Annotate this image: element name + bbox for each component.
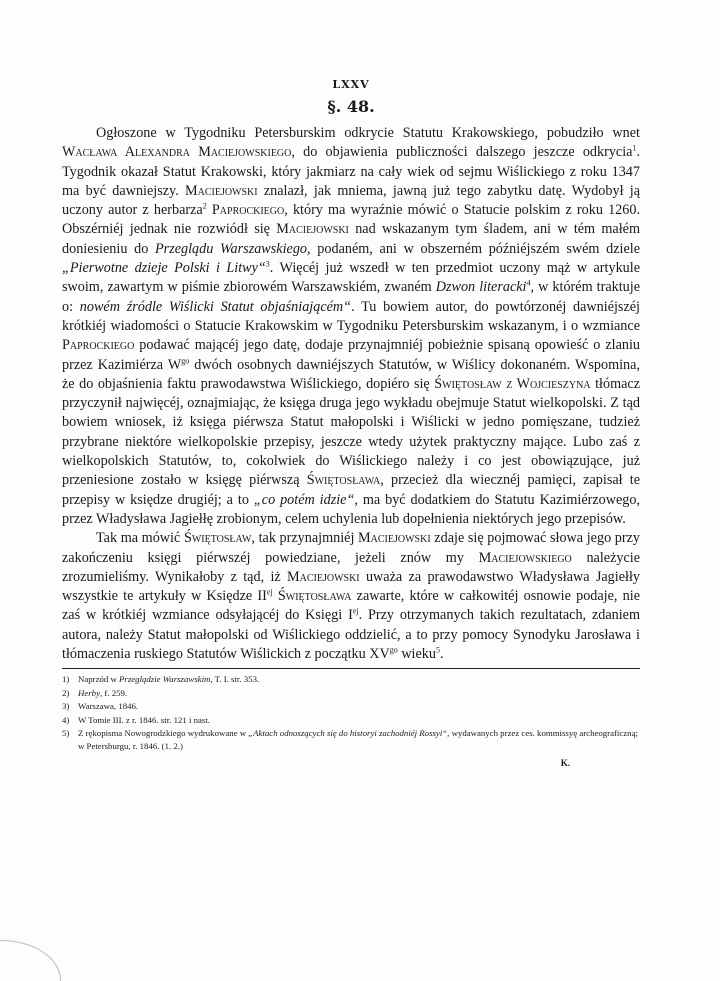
text-run: tłómacz przyczynił najwięcéj, oznajmiając, że księga druga jego wykładu obejmuje Statut wielkopolski. Z tąd bowiem wniosek, iż księga piérwsza Statut małopolski i Wiślicki w jedno pomięszane, tudzież przybrane niektóre wielkopolskie przepisy, jeszcze wtedy użytek praktyczny mające. Lubo zaś z wielkopolskich Statutów, to, cokolwiek do Wiślickiego należy i co jest obowiązujące, już przeniesione zostało w księgę piérwszą <box>62 375 640 489</box>
italic-title: „co potém idzie“ <box>253 491 355 508</box>
name-smallcaps: Wacława Alexandra Maciejowskiego <box>62 144 292 161</box>
document-page <box>62 78 640 768</box>
footnote-text <box>78 673 640 686</box>
footnote-divider <box>62 668 640 669</box>
name-smallcaps: Paprockiego <box>211 202 285 219</box>
text-run: , tak przynajmniéj <box>251 530 359 547</box>
name-smallcaps: Maciejowski <box>185 182 258 199</box>
footnote-number: 1) <box>62 674 70 685</box>
italic-title: „Aktach odnoszących się do historyi zachodniéj Rossyi“ <box>248 727 448 738</box>
footnote-text <box>78 727 640 754</box>
footnote-ref: go <box>181 355 190 365</box>
italic-title: Herby <box>78 687 100 698</box>
text-run: podawać mającéj jego datę, dodaje przynajmniéj pobieżnie spisaną opowieść o zlaniu przez Kazimiérza W <box>62 337 640 373</box>
name-smallcaps: Świętosław <box>183 530 252 547</box>
text-run: . <box>440 646 444 663</box>
footnote-text <box>78 700 640 713</box>
text-run: zdaje się pojmować słowa jego przy zakończeniu księgi piérwszéj powiedziane, jeżeli znów my <box>62 530 641 566</box>
footnote-ref: 4 <box>526 278 531 288</box>
footnote-ref: 2 <box>202 201 207 211</box>
name-smallcaps: Świętosław z Wojcieszyna <box>434 375 591 392</box>
text-run: . Tu bowiem autor, do powtórzonéj dawniéjszéj krótkiéj wiadomości o Statucie Krakowskim w Tygodniku Petersburskim wskazanym, i o wzmiance <box>62 298 640 334</box>
footnote-number: 2) <box>62 687 70 698</box>
text-run: nad wskazanym tym śladem, ani w tém małém doniesieniu do <box>62 221 640 257</box>
footnote-ref: 3 <box>265 259 270 269</box>
text-run: , przecież dla wiecznéj pamięci, zapisał te przepisy w księdze drugiéj; a to <box>62 472 640 508</box>
text-run: dwóch osobnych dawniéjszych Statutów, w Wiślicy dokonaném. Wspomina, że do objaśnienia faktu prawodawstwa Wiślickiego, dopiéro się <box>62 356 640 392</box>
footnote-item <box>62 673 640 686</box>
name-smallcaps: Świętosława <box>306 472 381 489</box>
footnote-ref: go <box>389 645 398 655</box>
footnote-item <box>62 687 640 700</box>
footnote-item <box>62 700 640 713</box>
text-run: , do objawienia publiczności dalszego jeszcze odkrycia <box>291 144 633 161</box>
footnote-number: 3) <box>62 701 70 712</box>
signature-mark: K. <box>560 757 570 768</box>
footnote-ref: ej <box>352 606 359 616</box>
footnote-text <box>78 714 640 727</box>
section-title: §. 48. <box>327 97 375 116</box>
footnote-item <box>62 714 640 727</box>
footnote-item <box>62 727 640 754</box>
text-run: , w którém traktuje o: <box>62 279 640 315</box>
name-smallcaps: Paprockiego <box>62 337 135 354</box>
footnote-ref: ej <box>266 587 273 597</box>
italic-title: Przeglądu Warszawskiego <box>155 240 308 257</box>
footnote-ref: 1 <box>632 143 637 153</box>
text-run: , ma być dodatkiem do Statutu Kazimiérzowego, przez Władysława Jagiełłę zrobionym, celem uchylenia lub dopełnienia niektórych jego przepisów. <box>62 491 641 527</box>
name-smallcaps: Maciejowski <box>287 568 360 585</box>
text-run: wieku <box>397 646 436 663</box>
footnote-number: 4) <box>62 714 70 725</box>
text-run: Z rękopisma Nowogrodzkiego wydrukowane w <box>78 727 249 738</box>
italic-title: Dzwon literacki <box>435 279 527 296</box>
text-run: Tak ma mówić <box>96 530 184 547</box>
italic-title: „Pierwotne dzieje Polski i Litwy“ <box>62 260 266 277</box>
text-run: Warszawa, 1846. <box>78 701 139 712</box>
text-run: , f. 259. <box>99 687 128 698</box>
text-run: Naprzód w <box>78 674 120 685</box>
text-run: W Tomie III. z r. 1846. str. 121 i nast. <box>78 714 210 725</box>
name-smallcaps: Świętosława <box>277 588 352 605</box>
text-run: uważa za prawodawstwo Władysława Jagiełły wszystkie te artykuły w Księdze II <box>62 568 640 605</box>
paragraph-2 <box>62 529 640 664</box>
page-number: LXXV <box>332 78 370 91</box>
text-run: znalazł, jak mniema, jawną już tego zabytku datę. Wydobył ją uczony autor z herbarza <box>62 182 640 219</box>
name-smallcaps: Maciejowski <box>276 221 349 238</box>
text-run: . Więcéj już wszedł w ten przedmiot uczony mąż w artykule swoim, zawartym w piśmie zbiorowém Warszawskiém, zwaném <box>62 260 640 296</box>
text-run: . Przy otrzymanych takich rezultatach, zdaniem autora, należy Statut małopolski od Wiślickiego oddzielić, a to przy pomocy Synodyku Jarosława i tłómaczenia ruskiego Statutów Wiślickich z początku XV <box>62 607 641 663</box>
text-run: , podaném, ani w obszerném późniéjszém swém dziele <box>307 240 640 257</box>
name-smallcaps: Maciejowski <box>358 530 431 547</box>
italic-title: Przeglądzie Warszawskim <box>119 674 211 685</box>
footnote-number: 5) <box>62 727 70 738</box>
name-smallcaps: Maciejowskiego <box>478 549 572 566</box>
footnotes <box>62 673 640 753</box>
text-run: Ogłoszone w Tygodniku Petersburskim odkrycie Statutu Krakowskiego, pobudziło wnet <box>96 125 640 141</box>
page-edge-curl <box>0 940 61 981</box>
paragraph-1 <box>62 124 640 529</box>
text-run: , T. I. str. 353. <box>210 674 260 685</box>
text-run: , wydawanych przez ces. kommissyę archeograficzną; w Petersburgu, r. 1846. (1. 2.) <box>78 727 638 752</box>
text-run: , który ma wyraźnie mówić o Statucie polskim z roku 1260. Obszérniéj jednak nie rozwiódł się <box>62 202 640 238</box>
text-run: . Tygodnik okazał Statut Krakowski, który jakmiarz na cały wiek od sejmu Wiślickiego z roku 1347 ma być dawniejszy. <box>62 144 640 199</box>
text-run: zawarte, które w całkowitéj osnowie podaje, nie zaś w krótkiéj wzmiance odsyłającéj do Księgi I <box>62 588 641 624</box>
footnote-text <box>78 687 640 700</box>
text-run: należycie zrozumieliśmy. Wynikałoby z tąd, iż <box>62 549 640 585</box>
italic-title: nowém źródle Wiślicki Statut objaśniającém“ <box>79 298 352 315</box>
footnote-ref: 5 <box>436 645 440 655</box>
